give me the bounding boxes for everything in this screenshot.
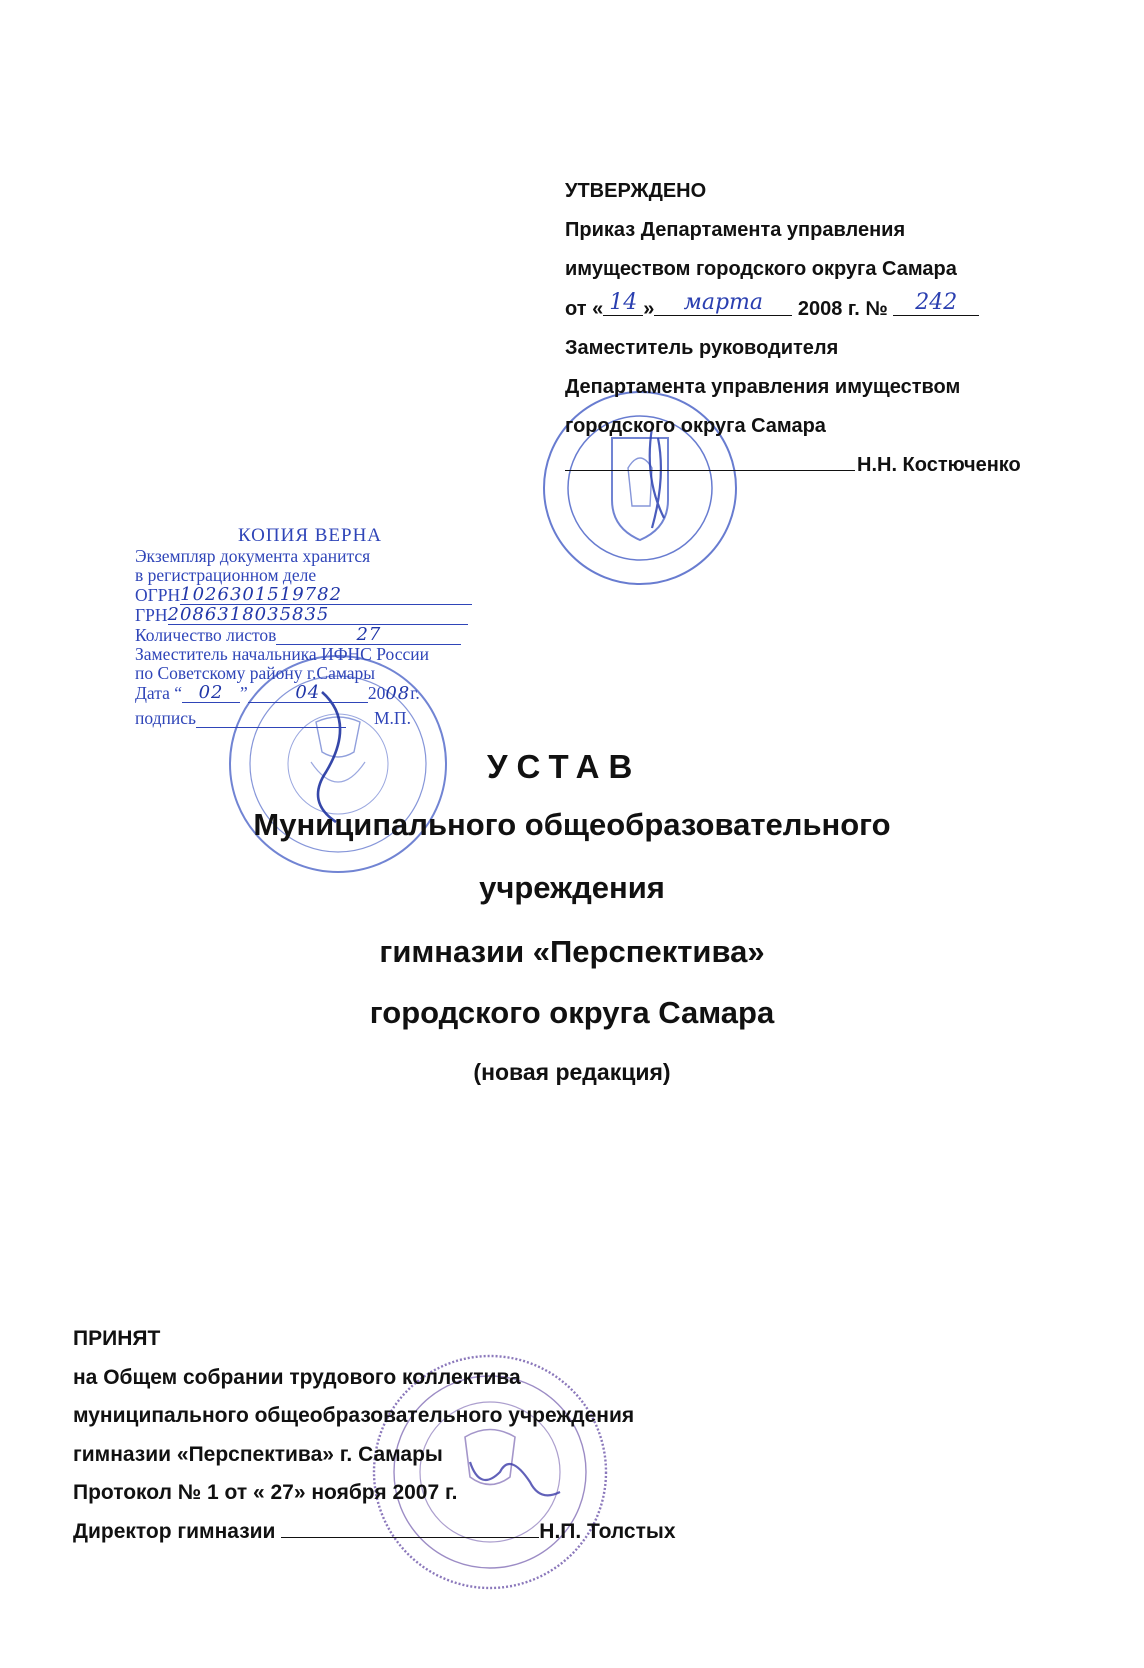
copy-stamp-sign-row bbox=[135, 709, 485, 728]
signature-blank bbox=[565, 450, 855, 471]
copy-verification-stamp bbox=[135, 526, 485, 728]
title-line-1: Муниципального общеобразовательного bbox=[253, 807, 891, 842]
approval-signature-line bbox=[565, 446, 1021, 485]
director-name: Н.П. Толстых bbox=[539, 1519, 676, 1543]
handwritten-number: 242 bbox=[915, 290, 958, 315]
copy-stamp-ogrn-row bbox=[135, 585, 485, 605]
accepted-line-1: на Общем собрании трудового коллектива bbox=[73, 1365, 521, 1389]
copy-stamp-row-2: в регистрационном деле bbox=[135, 565, 317, 585]
sign-label: подпись bbox=[135, 708, 196, 728]
number-blank bbox=[893, 289, 979, 316]
copy-stamp-row-6: Заместитель начальника ИФНС России bbox=[135, 644, 429, 664]
approval-line-2: имуществом городского округа Самара bbox=[565, 258, 957, 280]
approval-line-1: Приказ Департамента управления bbox=[565, 219, 906, 241]
handwritten-month: марта bbox=[683, 290, 764, 315]
sheets-value: 27 bbox=[356, 624, 382, 645]
copy-stamp-title: КОПИЯ ВЕРНА bbox=[237, 525, 383, 546]
ogrn-label: ОГРН bbox=[135, 585, 181, 605]
date-day-field bbox=[182, 683, 240, 703]
sign-field bbox=[196, 727, 346, 728]
copy-stamp-date-row: Дата “ 02 ” 04 2008г. bbox=[135, 682, 420, 704]
grn-value: 2086318035835 bbox=[167, 604, 330, 625]
ogrn-value: 1026301519782 bbox=[180, 584, 343, 605]
approval-heading: УТВЕРЖДЕНО bbox=[565, 180, 707, 202]
copy-stamp-sheets-row bbox=[135, 625, 485, 645]
handwritten-day: 14 bbox=[609, 290, 638, 315]
grn-field bbox=[168, 605, 468, 625]
ogrn-field bbox=[180, 585, 472, 605]
mp-label: М.П. bbox=[374, 708, 411, 728]
title-edition: (новая редакция) bbox=[473, 1059, 671, 1085]
date-prefix: от « bbox=[565, 298, 604, 320]
director-signature-blank bbox=[281, 1517, 539, 1538]
date-end: г. bbox=[410, 683, 420, 703]
accepted-line-2: муниципального общеобразовательного учреждения bbox=[73, 1404, 635, 1427]
document-title: УСТАВ bbox=[487, 748, 642, 785]
date-year-prefix: 20 bbox=[367, 683, 386, 703]
accepted-line-4: Протокол № 1 от « 27» ноября 2007 г. bbox=[73, 1481, 458, 1504]
title-line-3: гимназии «Перспектива» bbox=[379, 934, 765, 969]
title-line-4: городского округа Самара bbox=[369, 995, 775, 1030]
date-month: 04 bbox=[295, 682, 321, 703]
day-blank bbox=[603, 289, 643, 316]
accepted-block bbox=[73, 1320, 676, 1551]
year-text: 2008 г. № bbox=[792, 298, 888, 320]
approval-line-6: городского округа Самара bbox=[565, 415, 826, 437]
copy-stamp-row-1: Экземпляр документа хранится bbox=[135, 546, 371, 566]
grn-label: ГРН bbox=[135, 605, 168, 625]
date-label: Дата “ bbox=[135, 683, 183, 703]
copy-stamp-row-7: по Советскому району г.Самары bbox=[135, 663, 376, 683]
sheets-field bbox=[276, 625, 461, 645]
date-day: 02 bbox=[198, 682, 224, 703]
copy-stamp-grn-row bbox=[135, 605, 485, 625]
sheets-label: Количество листов bbox=[135, 625, 277, 645]
approval-line-4: Заместитель руководителя bbox=[565, 337, 839, 359]
approval-line-5: Департамента управления имуществом bbox=[565, 376, 961, 398]
approval-date-line bbox=[565, 289, 1021, 329]
date-month-field bbox=[248, 683, 368, 703]
date-year-suffix: 08 bbox=[385, 683, 411, 704]
accepted-line-3: гимназии «Перспектива» г. Самары bbox=[73, 1442, 443, 1466]
director-label: Директор гимназии bbox=[73, 1519, 282, 1543]
month-blank bbox=[654, 289, 792, 316]
date-mid: » bbox=[643, 298, 655, 320]
approval-block bbox=[565, 172, 1021, 485]
director-line bbox=[73, 1513, 676, 1552]
approval-signatory: Н.Н. Костюченко bbox=[857, 454, 1021, 476]
title-line-2: учреждения bbox=[479, 870, 665, 905]
accepted-heading: ПРИНЯТ bbox=[73, 1327, 161, 1350]
